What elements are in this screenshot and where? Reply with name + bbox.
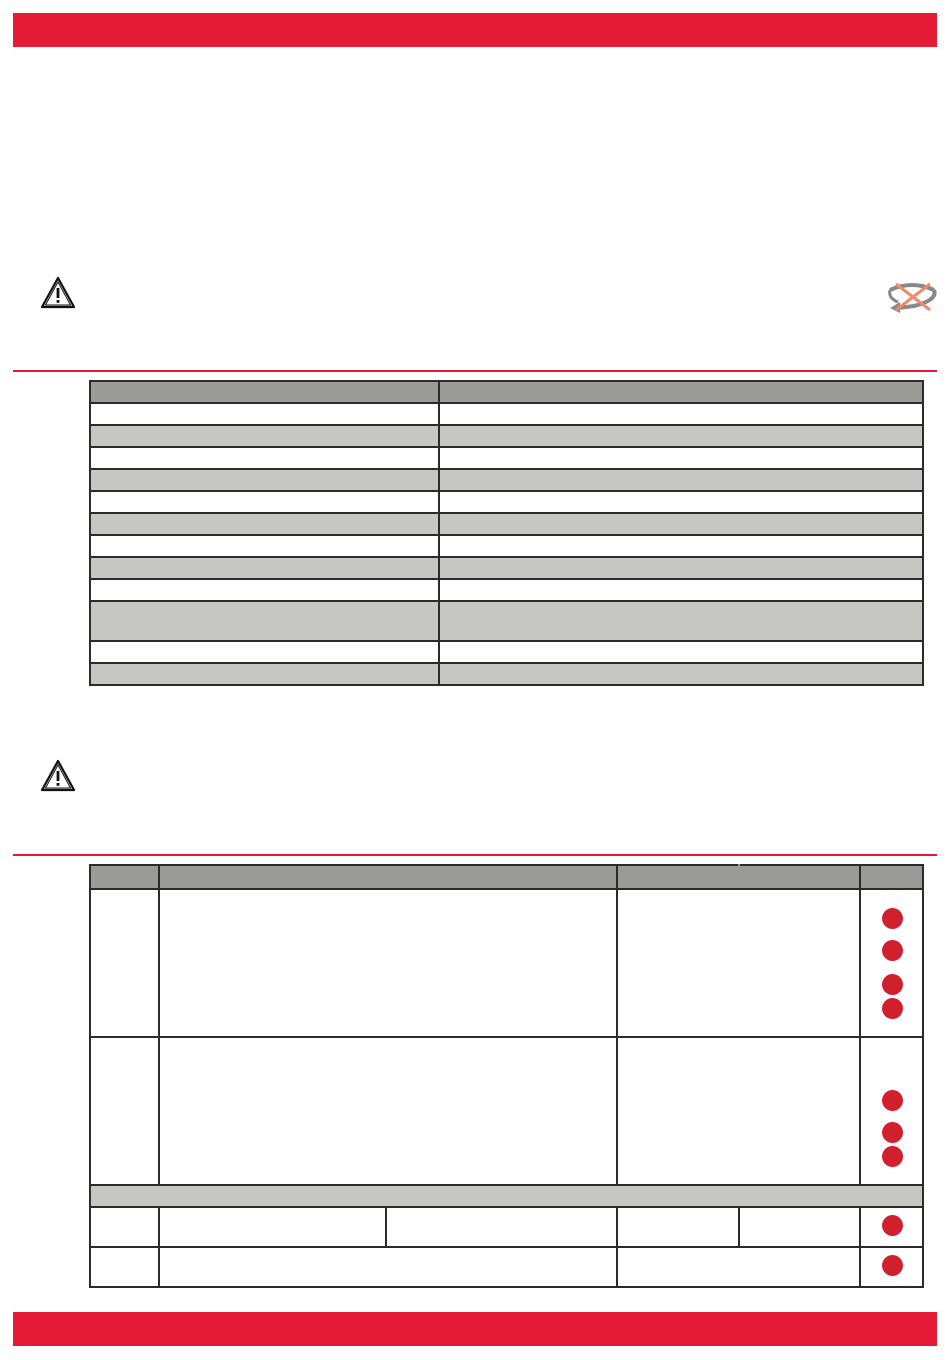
table-cell [159, 889, 617, 1037]
table-cell [439, 425, 923, 447]
marker-cell [860, 889, 923, 1037]
table-section-row [90, 1185, 923, 1207]
table-cell [439, 663, 923, 685]
marker-cell [860, 1037, 923, 1185]
table-cell [90, 1037, 159, 1185]
table-cell [739, 1037, 860, 1185]
table-header-cell [159, 865, 617, 889]
table-header-cell [90, 381, 439, 403]
table-row [90, 513, 923, 535]
table-row [90, 447, 923, 469]
table-cell [90, 579, 439, 601]
red-dot-marker [882, 1255, 903, 1276]
table-row [90, 1037, 923, 1185]
table-header-cell [739, 865, 860, 889]
warning-triangle-icon [40, 759, 76, 792]
bottom-red-bar [13, 1312, 937, 1346]
table-cell [617, 1247, 739, 1287]
table-cell [439, 403, 923, 425]
no-rotation-icon [884, 280, 940, 316]
table-cell [439, 447, 923, 469]
table-row [90, 557, 923, 579]
table-row [90, 663, 923, 685]
table-cell [90, 663, 439, 685]
table-row [90, 889, 923, 1037]
table-cell [617, 889, 739, 1037]
table-row [90, 469, 923, 491]
table-cell [386, 1207, 617, 1247]
table-cell [90, 425, 439, 447]
red-dot-marker [882, 1215, 903, 1236]
table-cell [439, 469, 923, 491]
table-cell [90, 601, 439, 641]
table-cell [439, 513, 923, 535]
table-header-row [90, 865, 923, 889]
table-row [90, 425, 923, 447]
table-header-cell [617, 865, 739, 889]
table-row [90, 1207, 923, 1247]
table-cell [90, 1207, 159, 1247]
table-cell [90, 557, 439, 579]
table-cell [739, 1247, 860, 1287]
table-cell [90, 513, 439, 535]
table-header-row [90, 381, 923, 403]
table-cell [90, 491, 439, 513]
table-header-cell [90, 865, 159, 889]
table-cell [159, 1207, 386, 1247]
parts-table [89, 864, 924, 1288]
table-cell [617, 1037, 739, 1185]
table-row [90, 579, 923, 601]
table-cell [739, 889, 860, 1037]
table-row [90, 641, 923, 663]
table-cell [439, 579, 923, 601]
table-cell [439, 491, 923, 513]
table-cell [90, 403, 439, 425]
warning-triangle-icon [40, 276, 76, 309]
red-dot-marker [882, 998, 903, 1019]
table-cell [439, 535, 923, 557]
table-row [90, 601, 923, 641]
table-cell [90, 641, 439, 663]
table-section-label [90, 1185, 923, 1207]
table-cell [739, 1207, 860, 1247]
table-row [90, 403, 923, 425]
table-cell [159, 1037, 617, 1185]
table-cell [90, 447, 439, 469]
red-dot-marker [882, 1090, 903, 1111]
table-cell [90, 469, 439, 491]
table-header-cell [860, 865, 923, 889]
table-header-cell [439, 381, 923, 403]
marker-cell [860, 1207, 923, 1247]
red-dot-marker [882, 1146, 903, 1167]
table-cell [439, 641, 923, 663]
table-cell [90, 1247, 159, 1287]
table-cell [90, 535, 439, 557]
table-cell [90, 889, 159, 1037]
table-row [90, 535, 923, 557]
red-dot-marker [882, 908, 903, 929]
table-cell [159, 1247, 617, 1287]
specifications-table [89, 380, 924, 686]
red-dot-marker [882, 1122, 903, 1143]
table-cell [439, 601, 923, 641]
top-red-bar [13, 13, 937, 47]
section-divider [13, 854, 937, 856]
table-cell [439, 557, 923, 579]
red-dot-marker [882, 974, 903, 995]
table-row [90, 491, 923, 513]
red-dot-marker [882, 940, 903, 961]
section-divider [13, 370, 937, 372]
table-row [90, 1247, 923, 1287]
table-cell [617, 1207, 739, 1247]
marker-cell [860, 1247, 923, 1287]
